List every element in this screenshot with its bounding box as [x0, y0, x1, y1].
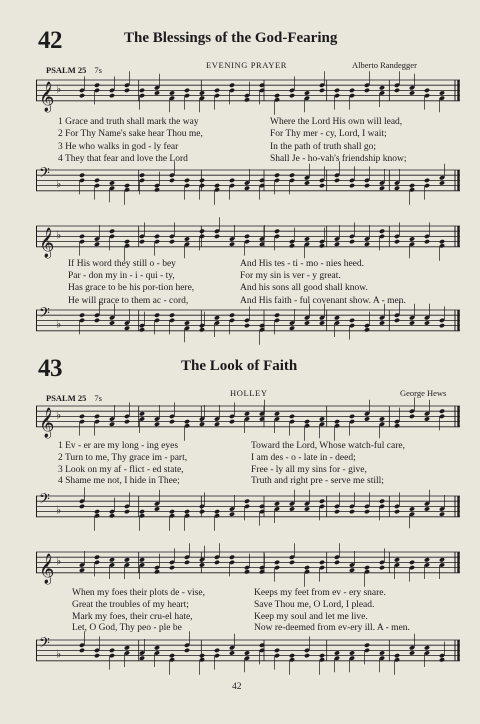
svg-text:𝄞: 𝄞: [39, 81, 55, 112]
verse-line: 2 Turn to me, Thy grace im - part,: [58, 452, 188, 463]
verse-line: I am des - o - late in - deed;: [251, 452, 356, 463]
svg-text:𝄞: 𝄞: [39, 553, 55, 584]
hymn-43-verses-left: [72, 588, 205, 635]
svg-text:𝄢: 𝄢: [39, 635, 50, 655]
svg-text:♭: ♭: [56, 503, 62, 517]
svg-text:♭: ♭: [56, 82, 62, 96]
svg-text:𝄞: 𝄞: [39, 407, 55, 438]
verse-line: 4 They that fear and love the Lord: [58, 154, 188, 165]
svg-text:♭: ♭: [56, 408, 62, 422]
hymn-43-verses-right: [254, 588, 410, 635]
treble-staff: [36, 546, 460, 590]
verse-line: 1 Grace and truth shall mark the way: [58, 117, 199, 127]
verse-line: And His faith - ful covenant show. A - men.: [240, 295, 406, 306]
verse-line: 4 Shame me not, I hide in Thee;: [58, 476, 180, 487]
composer-name: Alberto Randegger: [352, 60, 417, 70]
verse-line: Toward the Lord, Whose watch-ful care,: [251, 441, 405, 451]
hymn-43-verses-left: [58, 441, 187, 488]
tune-name: HOLLEY: [230, 388, 268, 398]
verse-line: For Thy mer - cy, Lord, I wait;: [270, 129, 387, 140]
hymn-42-verses-right: [240, 258, 406, 307]
hymn-43-verses-right: [251, 441, 405, 488]
bass-staff: [36, 490, 460, 530]
verse-line: Great the troubles of my heart;: [72, 599, 189, 610]
svg-text:𝄞: 𝄞: [39, 227, 55, 258]
verse-line: Mark my foes, their cru-el hate,: [72, 611, 193, 622]
bass-staff: [36, 634, 460, 678]
psalm-reference: PSALM 25: [46, 65, 87, 75]
hymn-42-verses-left: [68, 258, 194, 307]
verse-line: He will grace to them ac - cord,: [68, 295, 189, 306]
verse-line: Now re-deemed from ev-ery ill. A - men.: [254, 623, 410, 634]
hymn-number-43: 43: [38, 355, 62, 382]
hymn-title-43: The Look of Faith: [181, 358, 298, 374]
verse-line: Par - don my in - i - qui - ty,: [68, 271, 175, 282]
verse-line: Shall Je - ho-vah's friendship know;: [270, 154, 407, 165]
hymn-title-42: The Blessings of the God-Fearing: [124, 30, 338, 46]
meter: 7s: [94, 65, 102, 75]
verse-line: 3 Look on my af - flict - ed state,: [58, 464, 184, 475]
treble-staff: [36, 220, 460, 260]
verse-line: In the path of truth shall go;: [270, 141, 377, 152]
svg-text:𝄢: 𝄢: [39, 305, 50, 325]
verse-line: Let, O God, Thy peo - ple be: [72, 623, 182, 634]
composer-name: George Hews: [400, 388, 447, 398]
verse-line: Keep my soul and let me live.: [254, 611, 368, 622]
svg-text:♭: ♭: [56, 177, 62, 191]
svg-text:♭: ♭: [56, 554, 62, 568]
meter: 7s: [94, 393, 102, 403]
bass-staff: [36, 304, 460, 344]
treble-staff: [36, 400, 460, 446]
psalm-reference: PSALM 25: [46, 393, 87, 403]
verse-line: Truth and right pre - serve me still;: [251, 476, 384, 487]
svg-text:♭: ♭: [56, 317, 62, 331]
verse-line: If His word they still o - bey: [68, 259, 176, 269]
hymn-42-verses-right: [270, 116, 407, 166]
verse-line: 3 He who walks in god - ly fear: [58, 141, 179, 152]
verse-line: When my foes their plots de - vise,: [72, 588, 205, 598]
svg-text:𝄢: 𝄢: [39, 491, 50, 511]
verse-line: Save Thou me, O Lord, I plead.: [254, 599, 375, 610]
svg-text:♭: ♭: [56, 647, 62, 661]
page-number: 42: [232, 682, 242, 692]
verse-line: Has grace to be his por-tion here,: [68, 283, 195, 294]
verse-line: 2 For Thy Name's sake hear Thou me,: [58, 129, 203, 140]
svg-text:𝄢: 𝄢: [39, 165, 50, 185]
tune-name: EVENING PRAYER: [206, 60, 288, 70]
verse-line: And his sons all good shall know.: [240, 283, 368, 294]
verse-line: Where the Lord His own will lead,: [270, 117, 403, 127]
verse-line: And His tes - ti - mo - nies heed.: [240, 259, 365, 269]
verse-line: Keeps my feet from ev - ery snare.: [254, 588, 386, 598]
hymn-number-42: 42: [38, 27, 62, 54]
verse-line: For my sin is ver - y great.: [240, 271, 341, 282]
verse-line: 1 Ev - er are my long - ing eyes: [58, 441, 179, 451]
verse-line: Free - ly all my sins for - give,: [251, 464, 367, 475]
hymn-42-verses-left: [58, 116, 203, 166]
treble-staff: [36, 74, 460, 122]
svg-text:♭: ♭: [56, 228, 62, 242]
bass-staff: [36, 164, 460, 204]
